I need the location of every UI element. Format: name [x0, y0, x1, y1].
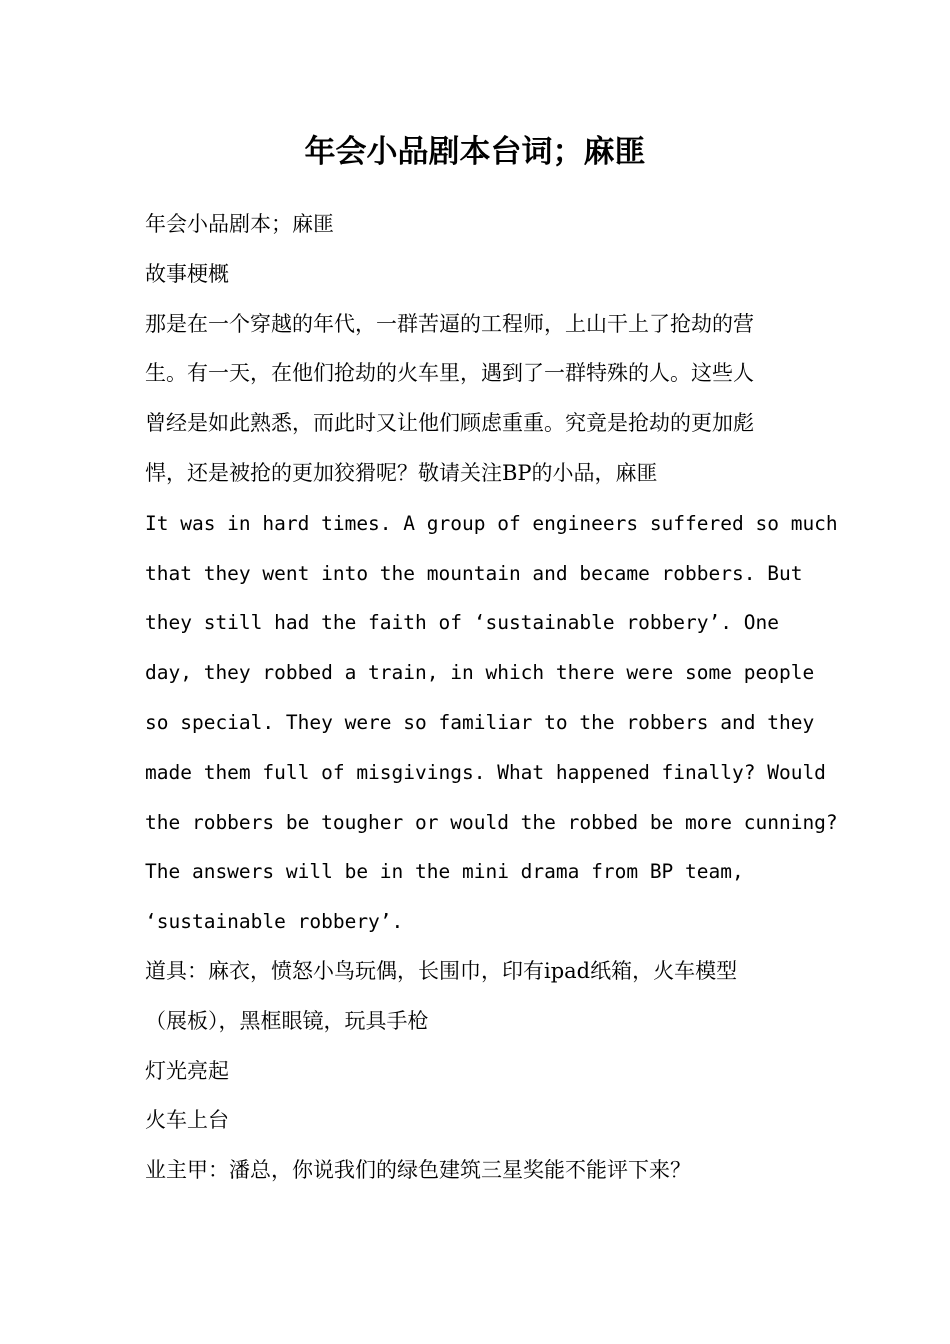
- props-line: 道具：麻衣，愤怒小鸟玩偶，长围巾，印有ipad纸箱，火车模型: [145, 958, 738, 983]
- synopsis-en-line: the robbers be tougher or would the robbed be more cunning?: [145, 810, 838, 834]
- synopsis-en-line: made them full of misgivings. What happened finally? Would: [145, 760, 826, 784]
- synopsis-cn-line: 那是在一个穿越的年代，一群苦逼的工程师，上山干上了抢劫的营: [145, 311, 754, 336]
- synopsis-en-line: that they went into the mountain and became robbers. But: [145, 561, 803, 585]
- document-title: 年会小品剧本台词；麻匪: [304, 134, 646, 170]
- synopsis-en-line: day, they robbed a train, in which there were some people: [145, 661, 815, 685]
- synopsis-cn-line: 生。有一天，在他们抢劫的火车里，遇到了一群特殊的人。这些人: [145, 361, 754, 386]
- dialogue-line: 业主甲：潘总，你说我们的绿色建筑三星奖能不能评下来？: [145, 1158, 691, 1183]
- stage-direction: 火车上台: [145, 1108, 229, 1133]
- synopsis-en-line: they still had the faith of ‘sustainable robbery’. One: [145, 611, 779, 635]
- section-heading: 故事梗概: [145, 261, 229, 286]
- synopsis-cn-line: 悍，还是被抢的更加狡猾呢？敬请关注BP的小品，麻匪: [145, 460, 658, 485]
- synopsis-en-line: The answers will be in the mini drama from BP team,: [145, 860, 744, 884]
- synopsis-en-line: It was in hard times. A group of engineers suffered so much: [145, 511, 838, 535]
- props-line: （展板），黑框眼镜，玩具手枪: [145, 1008, 429, 1033]
- synopsis-en-line: ‘sustainable robbery’.: [145, 910, 404, 934]
- synopsis-en-line: so special. They were so familiar to the robbers and they: [145, 710, 815, 734]
- synopsis-cn-line: 曾经是如此熟悉，而此时又让他们顾虑重重。究竟是抢劫的更加彪: [145, 411, 754, 436]
- subtitle-line: 年会小品剧本；麻匪: [145, 212, 334, 236]
- stage-direction: 灯光亮起: [145, 1058, 229, 1083]
- document-body: [145, 200, 838, 1196]
